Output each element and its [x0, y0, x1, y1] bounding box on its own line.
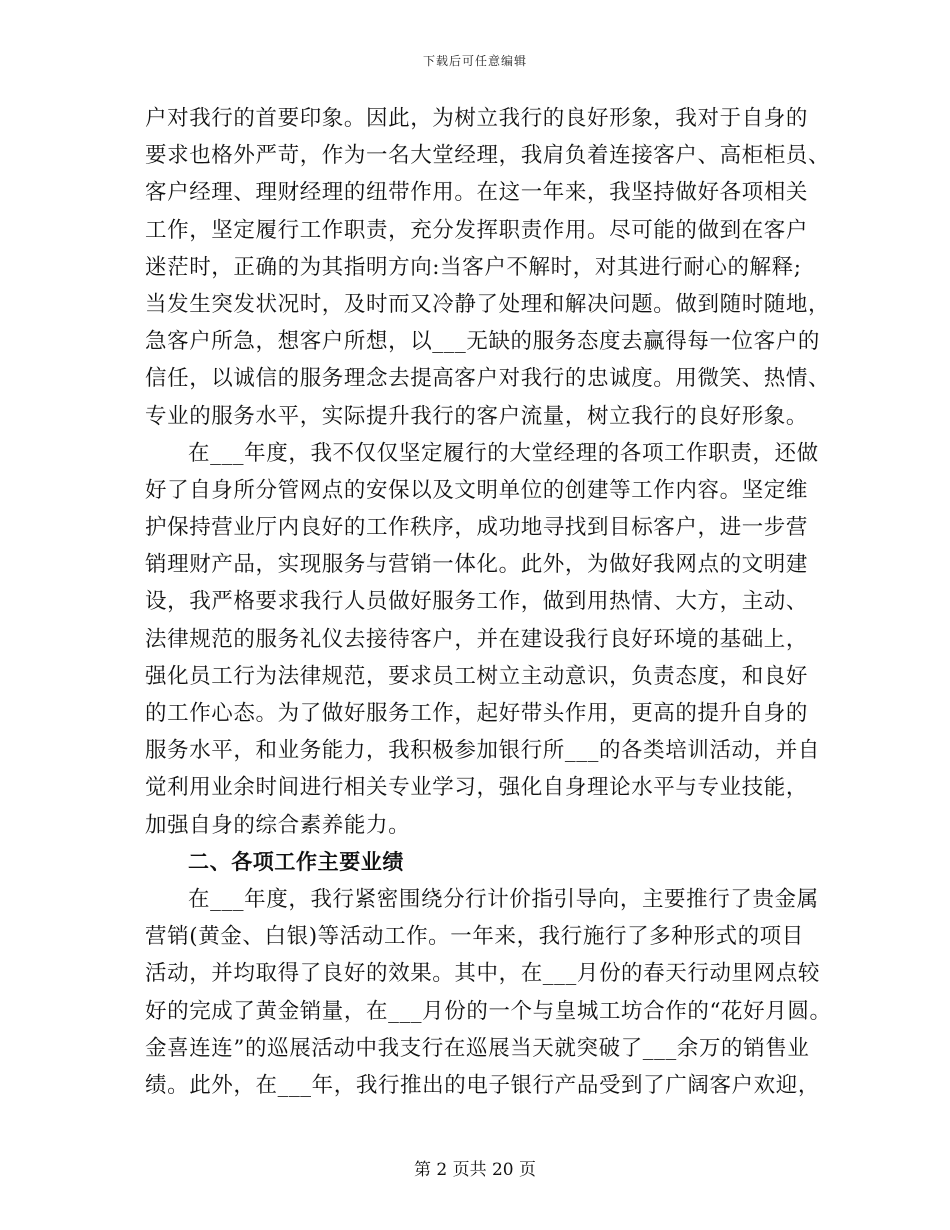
text-line: 的工作心态。为了做好服务工作，起好带头作用，更高的提升自身的 [145, 701, 809, 726]
text-line: 金喜连连”的巡展活动中我支行在巡展当天就突破了___余万的销售业 [145, 1035, 810, 1061]
text-line: 法律规范的服务礼仪去接待客户，并在建设我行良好环境的基础上， [145, 626, 809, 652]
section-heading: 二、各项工作主要业绩 [188, 849, 404, 874]
text-line: 急客户所急，想客户所想，以___无缺的服务态度去赢得每一位客户的 [145, 329, 820, 355]
text-line: 设，我严格要求我行人员做好服务工作，做到用热情、大方，主动、 [145, 589, 809, 615]
text-line: 信任，以诚信的服务理念去提高客户对我行的忠诚度。用微笑、热情、 [145, 366, 831, 392]
text-line: 活动，并均取得了良好的效果。其中，在___月份的春天行动里网点较 [145, 961, 820, 987]
text-line: 服务水平，和业务能力，我积极参加银行所___的各类培训活动，并自 [145, 738, 820, 764]
text-line: 户对我行的首要印象。因此，为树立我行的良好形象，我对于自身的 [145, 106, 809, 131]
text-line: 客户经理、理财经理的纽带作用。在这一年来，我坚持做好各项相关 [145, 180, 809, 206]
text-line: 要求也格外严苛，作为一名大堂经理，我肩负着连接客户、高柜柜员、 [145, 143, 831, 169]
text-line: 专业的服务水平，实际提升我行的客户流量，树立我行的良好形象。 [145, 403, 809, 429]
text-line: 好的完成了黄金销量，在___月份的一个与皇城工坊合作的“花好月圆。 [145, 998, 832, 1024]
text-line: 好了自身所分管网点的安保以及文明单位的创建等工作内容。坚定维 [145, 477, 809, 503]
text-line: 强化员工行为法律规范，要求员工树立主动意识，负责态度，和良好 [145, 663, 809, 689]
text-line: 营销(黄金、白银)等活动工作。一年来，我行施行了多种形式的项目 [145, 924, 804, 950]
text-line: 护保持营业厅内良好的工作秩序，成功地寻找到目标客户，进一步营 [145, 515, 809, 541]
text-line: 迷茫时，正确的为其指明方向:当客户不解时，对其进行耐心的解释; [145, 254, 802, 280]
document-body [145, 100, 832, 1104]
text-line: 销理财产品，实现服务与营销一体化。此外，为做好我网点的文明建 [145, 552, 809, 578]
paragraph-start-line: 在___年度，我行紧密围绕分行计价指引导向，主要推行了贵金属 [188, 886, 819, 912]
text-line: 绩。此外，在___年，我行推出的电子银行产品受到了广阔客户欢迎， [145, 1072, 820, 1098]
text-line: 当发生突发状况时，及时而又冷静了处理和解决问题。做到随时随地， [145, 291, 831, 317]
text-line: 加强自身的综合素养能力。 [145, 812, 411, 838]
page-footer: 第 2 页共 20 页 [413, 1160, 537, 1180]
page-header: 下载后可任意编辑 [422, 54, 527, 68]
text-line: 觉利用业余时间进行相关专业学习，强化自身理论水平与专业技能， [145, 775, 809, 801]
text-line: 工作，坚定履行工作职责，充分发挥职责作用。尽可能的做到在客户 [145, 217, 809, 243]
paragraph-start-line: 在___年度，我不仅仅坚定履行的大堂经理的各项工作职责，还做 [188, 440, 819, 466]
